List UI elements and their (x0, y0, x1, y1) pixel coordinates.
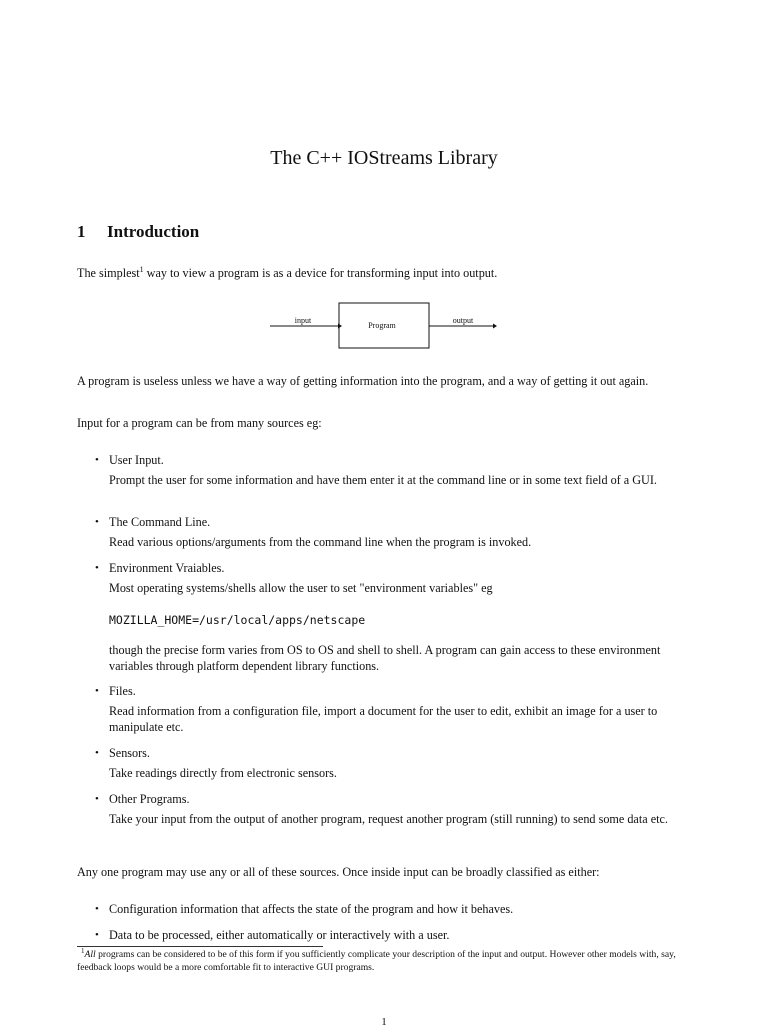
list-item-heading: Files. (109, 684, 136, 698)
paragraph-classified: Any one program may use any or all of these sources. Once inside input can be broadly classified as either: (77, 865, 600, 879)
code-snippet: MOZILLA_HOME=/usr/local/apps/netscape (109, 613, 366, 627)
list-item-body: Prompt the user for some information and have them enter it at the command line or in some text field of a GUI. (109, 473, 657, 487)
list-item (95, 515, 693, 531)
list-item (95, 453, 693, 469)
list-item-body: Most operating systems/shells allow the user to set "environment variables" eg (109, 581, 493, 595)
page-title: The C++ IOStreams Library (270, 147, 498, 169)
paragraph-useless: A program is useless unless we have a way of getting information into the program, and a way of getting it out again. (77, 374, 649, 388)
bullet-icon: • (95, 747, 99, 759)
section-number: 1 (77, 222, 86, 241)
footnote (77, 949, 693, 974)
list-item-heading: Other Programs. (109, 792, 190, 806)
bullet-icon: • (95, 793, 99, 805)
footnote-emphasis: All (84, 949, 96, 960)
list-item (95, 902, 693, 918)
input-label: input (294, 316, 312, 325)
section-title: Introduction (107, 222, 200, 241)
output-arrow-head (493, 324, 497, 329)
list-item (95, 792, 693, 808)
program-label: Program (368, 321, 396, 330)
list-item-heading: Environment Vraiables. (109, 561, 225, 575)
section-heading (77, 222, 199, 242)
list-item-text: Data to be processed, either automatically or interactively with a user. (109, 928, 450, 942)
output-label: output (452, 316, 474, 325)
bullet-icon: • (95, 562, 99, 574)
list-item-body-continued: though the precise form varies from OS to OS and shell to shell. A program can gain access to these environment variables through platform dependent library functions. (109, 643, 661, 673)
list-item-body: Read information from a configuration file, import a document for the user to edit, exhibit an image for a user to manipulate etc. (109, 704, 658, 734)
list-item-body: Take your input from the output of another program, request another program (still running) to send some data etc. (109, 812, 668, 826)
bullet-icon: • (95, 516, 99, 528)
list-item-body: Read various options/arguments from the command line when the program is invoked. (109, 535, 532, 549)
bullet-icon: • (95, 903, 99, 915)
footnote-divider (77, 946, 323, 947)
io-diagram (268, 302, 500, 350)
paragraph-sources: Input for a program can be from many sources eg: (77, 416, 322, 430)
page-number: 1 (381, 1016, 387, 1028)
footnote-reference[interactable]: 1 (139, 265, 144, 274)
list-item (95, 561, 693, 577)
list-item (95, 928, 693, 944)
intro-text-end: way to view a program is as a device for transforming input into output. (143, 266, 498, 280)
list-item (95, 684, 693, 700)
footnote-mark: 1 (81, 947, 85, 955)
list-item-heading: The Command Line. (109, 515, 211, 529)
footnote-text: programs can be considered to be of this form if you sufficiently complicate your description of the input and output. However other models with, say, feedback loops would be a more comfortable fit to interactive GUI programs. (77, 949, 676, 973)
bullet-icon: • (95, 929, 99, 941)
list-item-heading: Sensors. (109, 746, 150, 760)
intro-paragraph (77, 266, 693, 282)
list-item-body: Take readings directly from electronic sensors. (109, 766, 337, 780)
list-item-heading: User Input. (109, 453, 164, 467)
list-item (95, 746, 693, 762)
bullet-icon: • (95, 685, 99, 697)
intro-text-start: The simplest (77, 266, 140, 280)
bullet-icon: • (95, 454, 99, 466)
list-item-text: Configuration information that affects the state of the program and how it behaves. (109, 902, 514, 916)
